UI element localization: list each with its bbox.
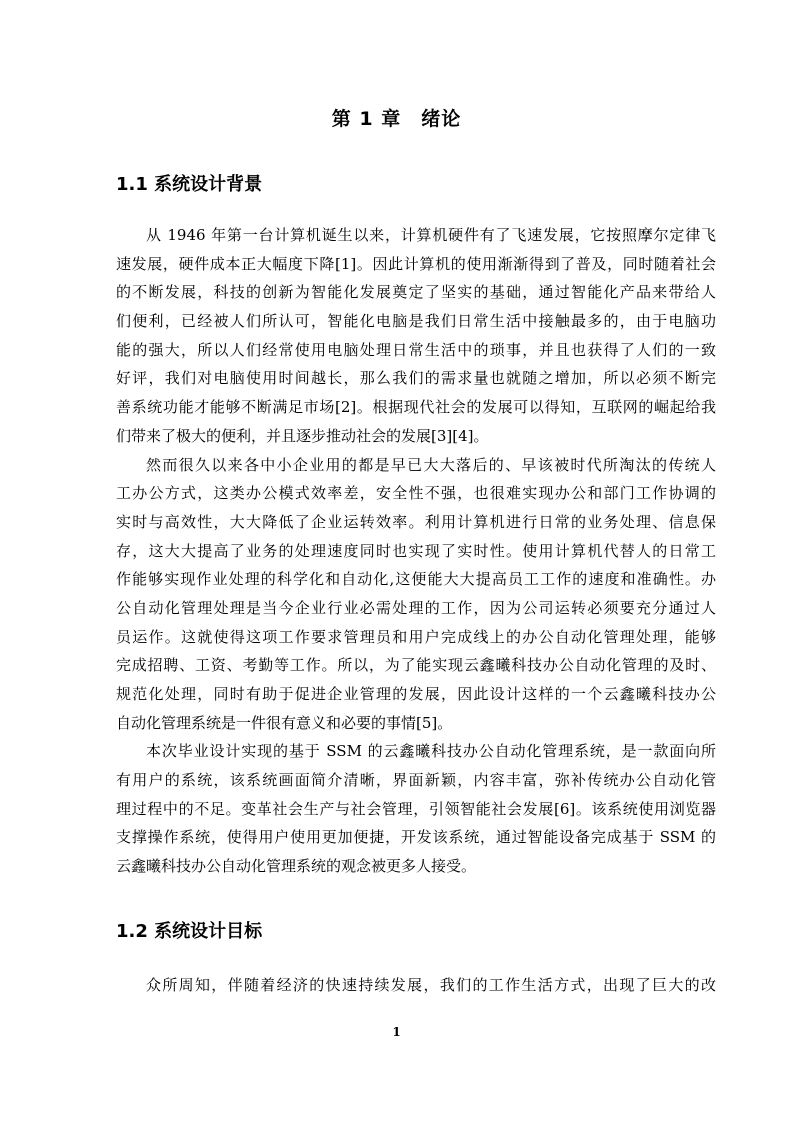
text-line: 们带来了极大的便利，并且逐步推动社会的发展[3][4]。 bbox=[116, 426, 489, 445]
text-line: 云鑫曦科技办公自动化管理系统的观念被更多人接受。 bbox=[116, 857, 477, 876]
text-line: 能的强大，所以人们经常使用电脑处理日常生活中的琐事，并且也获得了人们的一致 bbox=[116, 340, 716, 359]
text-line: 作能够实现作业处理的科学化和自动化,这便能大大提高员工工作的速度和准确性。办 bbox=[116, 570, 716, 589]
text-line: 善系统功能才能够不断满足市场[2]。根据现代社会的发展可以得知，互联网的崛起给我 bbox=[116, 398, 716, 417]
text-line: 的不断发展，科技的创新为智能化发展奠定了坚实的基础，通过智能化产品来带给人 bbox=[116, 283, 716, 302]
text-line: 公自动化管理处理是当今企业行业必需处理的工作，因为公司运转必须要充分通过人 bbox=[116, 598, 716, 617]
chapter-title: 第 1 章 绪论 bbox=[331, 108, 462, 130]
text-line: 从 1946 年第一台计算机诞生以来，计算机硬件有了飞速发展，它按照摩尔定律飞 bbox=[146, 226, 716, 244]
text-line: 实时与高效性，大大降低了企业运转效率。利用计算机进行日常的业务处理、信息保 bbox=[116, 512, 716, 531]
text-line: 然而很久以来各中小企业用的都是早已大大落后的、早该被时代所淘汰的传统人 bbox=[146, 455, 716, 474]
text-line: 自动化管理系统是一件很有意义和必要的事情[5]。 bbox=[116, 713, 453, 732]
text-line: 工办公方式，这类办公模式效率差，安全性不强，也很难实现办公和部门工作协调的 bbox=[116, 484, 716, 503]
text-line: 好评，我们对电脑使用时间越长，那么我们的需求量也就随之增加，所以必须不断完 bbox=[116, 369, 716, 388]
section-heading-1-1: 1.1 系统设计背景 bbox=[116, 174, 263, 195]
text-line: 存，这大大提高了业务的处理速度同时也实现了实时性。使用计算机代替人的日常工 bbox=[116, 541, 716, 560]
paragraph-background-1 bbox=[116, 221, 716, 881]
text-line: 员运作。这就使得这项工作要求管理员和用户完成线上的办公自动化管理处理，能够 bbox=[116, 627, 716, 646]
text-line: 有用户的系统，该系统画面简介清晰，界面新颖，内容丰富，弥补传统办公自动化管 bbox=[116, 771, 716, 790]
section-heading-1-2: 1.2 系统设计目标 bbox=[116, 921, 263, 942]
text-line: 支撑操作系统，使得用户使用更加便捷，开发该系统，通过智能设备完成基于 SSM 的 bbox=[116, 828, 716, 847]
text-line: 们便利，已经被人们所认可，智能化电脑是我们日常生活中接触最多的，由于电脑功 bbox=[116, 312, 716, 331]
text-line: 本次毕业设计实现的基于 SSM 的云鑫曦科技办公自动化管理系统，是一款面向所 bbox=[146, 742, 716, 761]
paragraph-goal-1 bbox=[116, 971, 716, 1000]
page-number: 1 bbox=[392, 1025, 401, 1039]
text-line: 规范化处理，同时有助于促进企业管理的发展，因此设计这样的一个云鑫曦科技办公 bbox=[116, 685, 716, 703]
text-line: 完成招聘、工资、考勤等工作。所以，为了能实现云鑫曦科技办公自动化管理的及时、 bbox=[116, 656, 716, 675]
text-line: 速发展，硬件成本正大幅度下降[1]。因此计算机的使用渐渐得到了普及，同时随着社会 bbox=[116, 254, 716, 273]
text-line: 理过程中的不足。变革社会生产与社会管理，引领智能社会发展[6]。该系统使用浏览器 bbox=[116, 799, 716, 818]
text-line: 众所周知，伴随着经济的快速持续发展，我们的工作生活方式，出现了巨大的改 bbox=[146, 976, 716, 994]
